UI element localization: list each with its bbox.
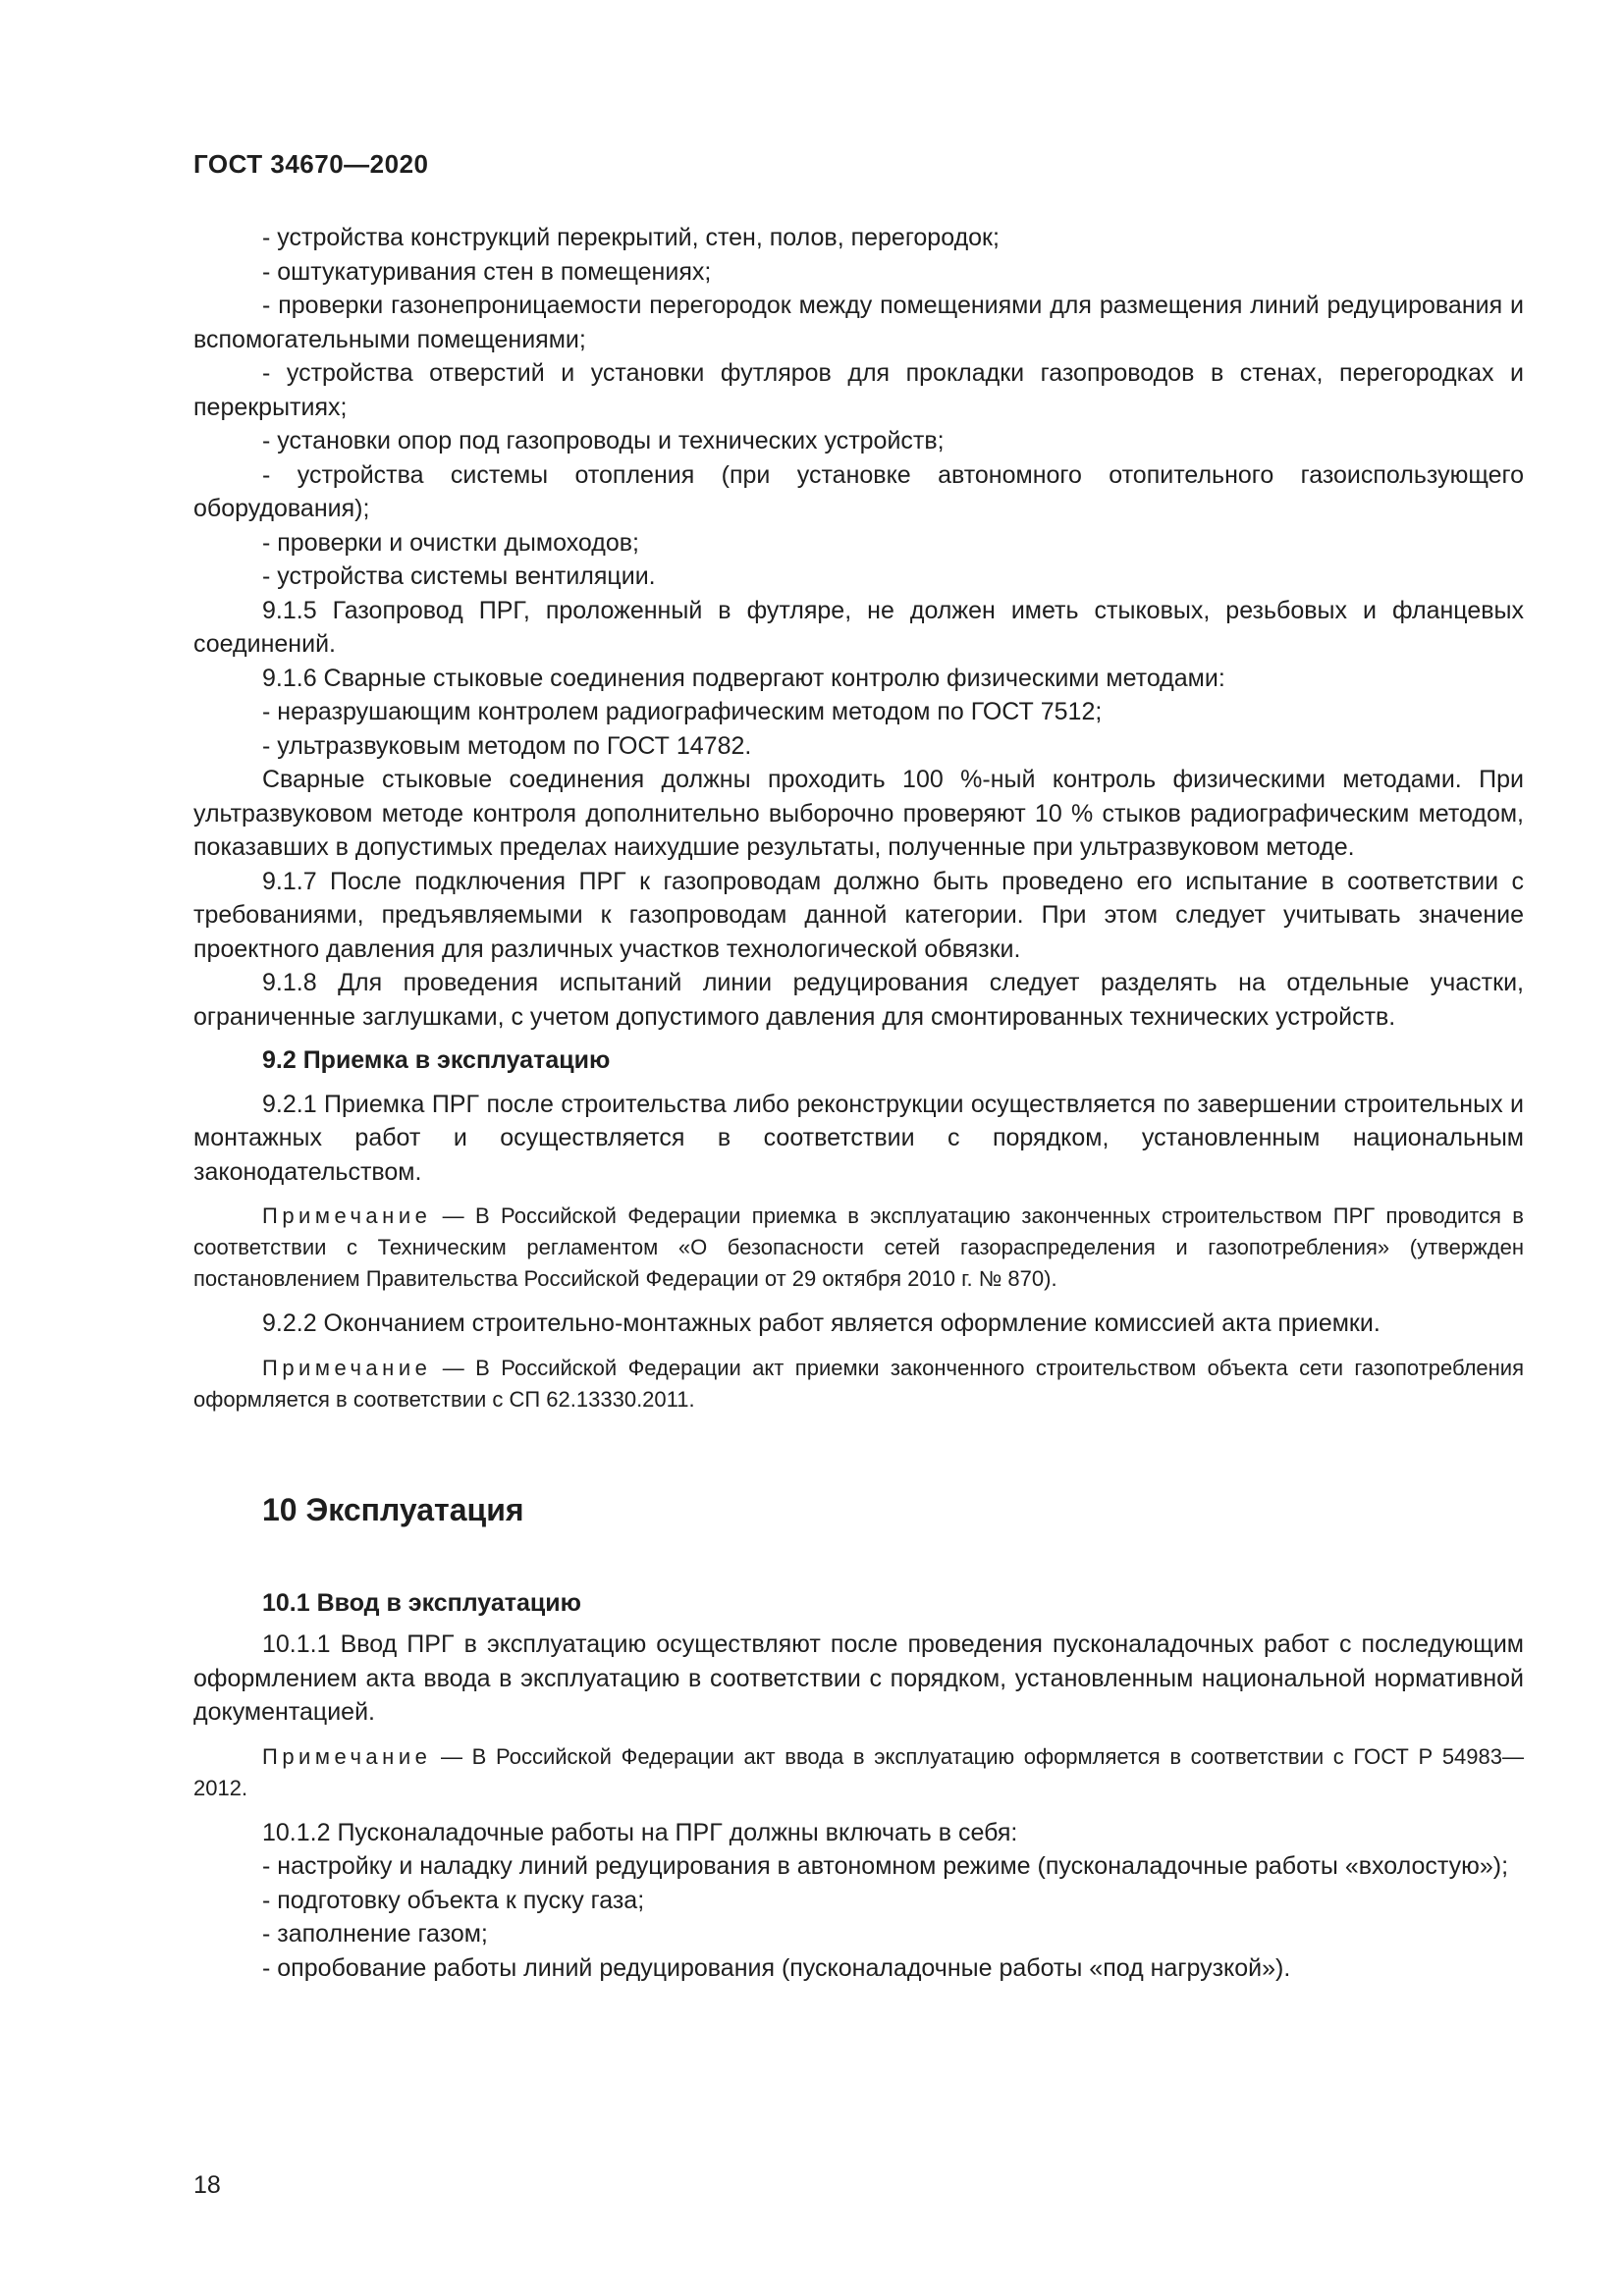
paragraph: - подготовку объекта к пуску газа; [262, 1886, 645, 1914]
paragraph: - опробование работы линий редуцирования (пусконаладочные работы «под нагрузкой»). [262, 1953, 1291, 1982]
paragraph: Сварные стыковые соединения должны проходить 100 %-ный контроль физическими методами. При ультразвуковом методе контроля дополнительно выборочно проверяют 10 % стыков радиографическим методом, показавших в допустимых пределах наихудшие результаты, полученные при ультразвуковом методе. [193, 766, 1524, 861]
note-text: — В Российской Федерации приемка в эксплуатацию законченных строительством ПРГ проводится в соответствии с Техническим регламентом «О безопасности сетей газораспределения и газопотребления» (утвержден постановлением Правительства Российской Федерации от 29 октября 2010 г. № 870). [193, 1203, 1524, 1291]
note-paragraph [193, 1353, 1524, 1415]
subsection-heading: 9.2 Приемка в эксплуатацию [262, 1046, 611, 1074]
paragraph: - устройства системы вентиляции. [262, 562, 656, 590]
paragraph: - устройства системы отопления (при установке автономного отопительного газоиспользующего оборудования); [193, 460, 1524, 522]
paragraph: 9.2.2 Окончанием строительно-монтажных работ является оформление комиссией акта приемки. [262, 1309, 1380, 1337]
document-body [193, 221, 1524, 1985]
paragraph: - оштукатуривания стен в помещениях; [262, 257, 712, 286]
paragraph: 9.1.6 Сварные стыковые соединения подвергают контролю физическими методами: [262, 664, 1225, 692]
note-label: Примечание [262, 1203, 432, 1228]
note-paragraph [193, 1201, 1524, 1295]
paragraph: 10.1.2 Пусконаладочные работы на ПРГ должны включать в себя: [262, 1818, 1018, 1846]
paragraph: - ультразвуковым методом по ГОСТ 14782. [262, 731, 752, 760]
paragraph: - заполнение газом; [262, 1920, 488, 1948]
note-paragraph [193, 1741, 1524, 1804]
section-heading: 10 Эксплуатация [262, 1491, 524, 1527]
standard-header: ГОСТ 34670—2020 [193, 149, 429, 179]
paragraph: - проверки и очистки дымоходов; [262, 528, 639, 557]
paragraph: - настройку и наладку линий редуцирования в автономном режиме (пусконаладочные работы «вхолостую»); [262, 1852, 1509, 1880]
subsection-heading: 10.1 Ввод в эксплуатацию [262, 1588, 582, 1617]
paragraph: 9.1.5 Газопровод ПРГ, проложенный в футляре, не должен иметь стыковых, резьбовых и фланцевых соединений. [193, 596, 1524, 658]
paragraph: - неразрушающим контролем радиографическим методом по ГОСТ 7512; [262, 698, 1103, 725]
note-text: — В Российской Федерации акт приемки законченного строительством объекта сети газопотребления оформляется в соответствии с СП 62.13330.2011. [193, 1355, 1524, 1412]
note-label: Примечание [262, 1743, 432, 1769]
paragraph: - установки опор под газопроводы и технических устройств; [262, 427, 945, 454]
paragraph: - устройства конструкций перекрытий, стен, полов, перегородок; [262, 224, 1000, 251]
paragraph: 9.1.8 Для проведения испытаний линии редуцирования следует разделять на отдельные участки, ограниченные заглушками, с учетом допустимого давления для смонтированных технических устройств. [193, 969, 1524, 1031]
paragraph: 9.2.1 Приемка ПРГ после строительства либо реконструкции осуществляется по завершении строительных и монтажных работ и осуществляется в соответствии с порядком, установленным национальным законодательством. [193, 1090, 1524, 1186]
paragraph: - проверки газонепроницаемости перегородок между помещениями для размещения линий редуцирования и вспомогательными помещениями; [193, 292, 1524, 353]
paragraph: 10.1.1 Ввод ПРГ в эксплуатацию осуществляют после проведения пусконаладочных работ с последующим оформлением акта ввода в эксплуатацию в соответствии с порядком, установленным национальной нормативной документацией. [193, 1630, 1524, 1726]
paragraph: - устройства отверстий и установки футляров для прокладки газопроводов в стенах, перегородках и перекрытиях; [193, 359, 1524, 421]
paragraph: 9.1.7 После подключения ПРГ к газопроводам должно быть проведено его испытание в соответствии с требованиями, предъявляемыми к газопроводам данной категории. При этом следует учитывать значение проектного давления для различных участков технологической обвязки. [193, 867, 1524, 963]
page-number: 18 [193, 2171, 221, 2199]
note-text: — В Российской Федерации акт ввода в эксплуатацию оформляется в соответствии с ГОСТ Р 54983—2012. [193, 1743, 1524, 1800]
note-label: Примечание [262, 1355, 432, 1380]
